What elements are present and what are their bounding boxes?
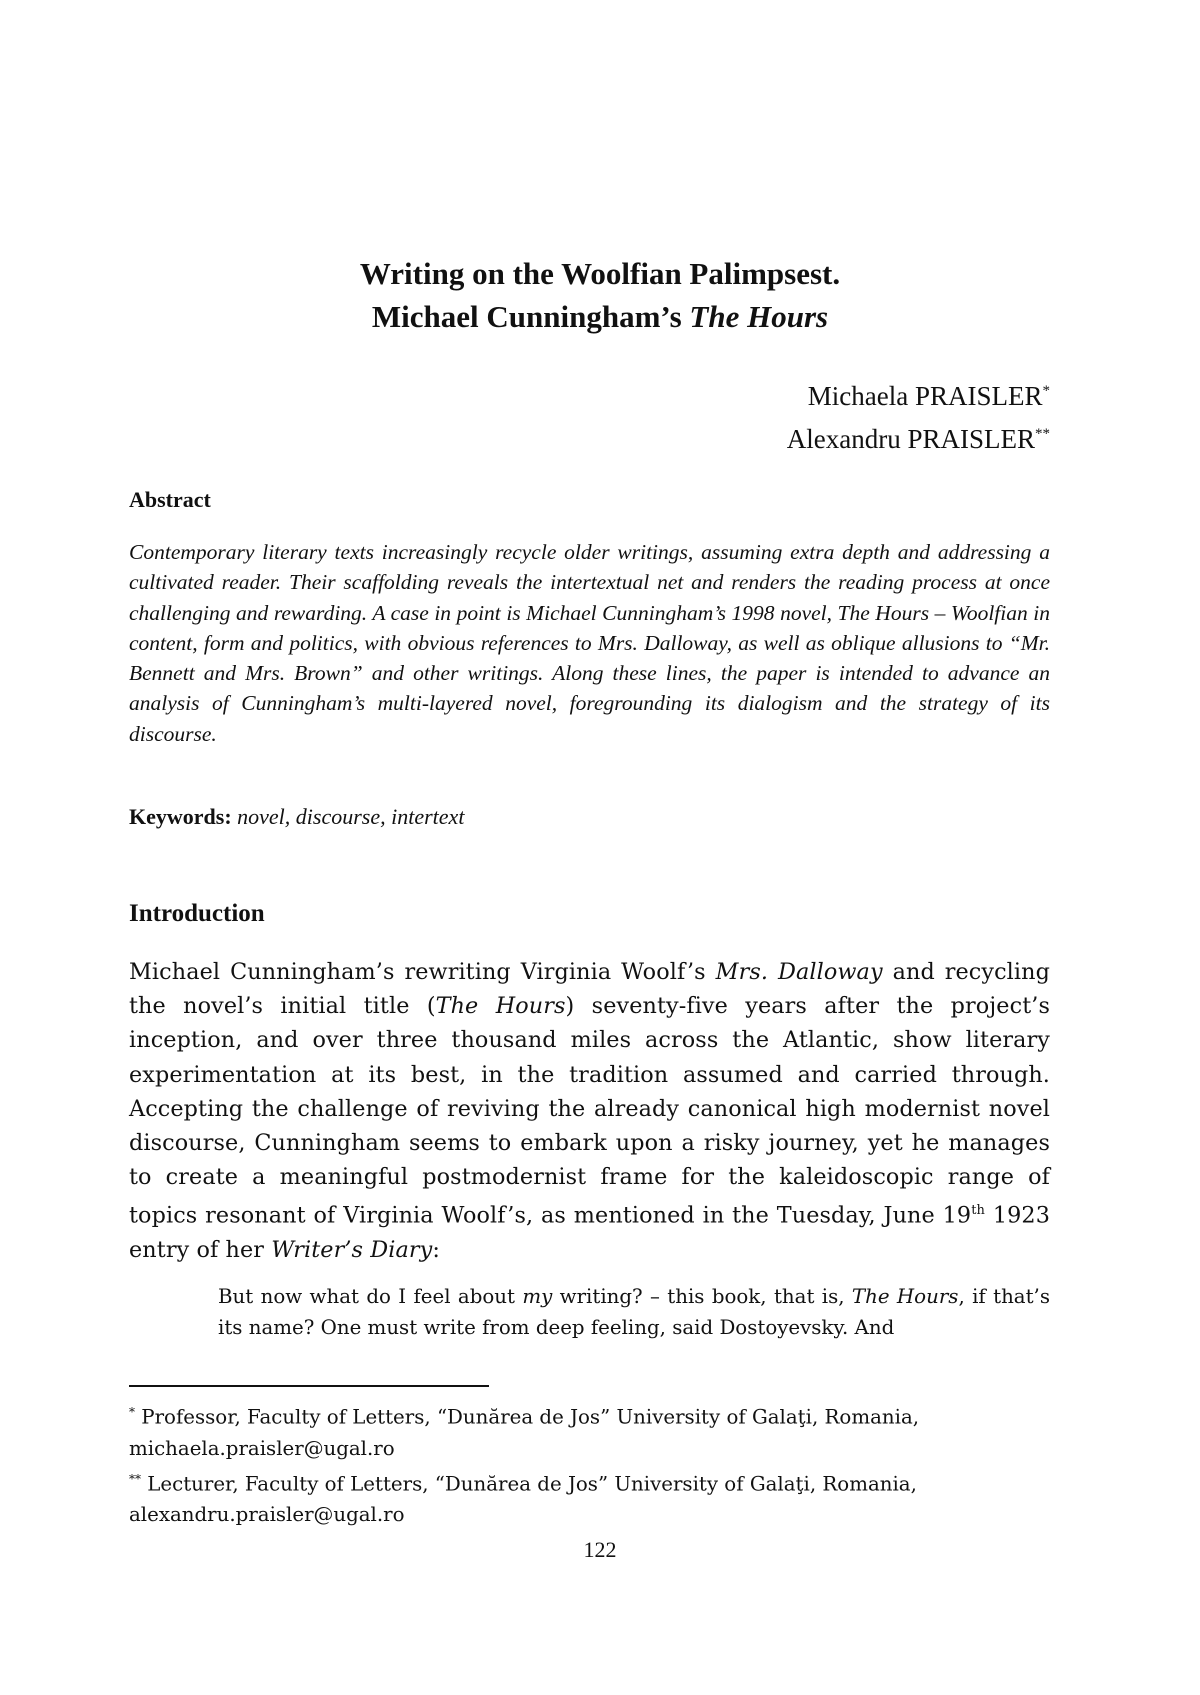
abstract-text: Contemporary literary texts increasingly recycle older writings, assuming extra depth and addressing a cultivated reader. Their scaffolding reveals the intertextual net and renders the reading process at once challenging and rewarding. A case in point is Michael Cunningham’s 1998 novel, The Hours – Woolfian in content, form and politics, with obvious references to Mrs. Dalloway, as well as oblique allusions to “Mr. Bennett and Mrs. Brown” and other writings. Along these lines, the paper is intended to advance an analysis of Cunningham’s multi-layered novel, foregrounding its dialogism and the strategy of its discourse. [129, 540, 1050, 746]
intro-text-sup: th [971, 1203, 986, 1219]
footnote-1-text: Professor, Faculty of Letters, “Dunărea de Jos” University of Galaţi, Romania, michaela.praisler@ugal.ro [129, 1405, 920, 1460]
paper-title [0, 252, 1200, 338]
author-2 [787, 415, 1050, 458]
intro-text-c: and recycling the novel’s initial title ( [129, 959, 1050, 1020]
author-2-name: Alexandru PRAISLER [786, 424, 1035, 454]
footnote-divider [129, 1385, 489, 1387]
intro-text-a: Michael Cunningham’s rewriting Virginia Woolf’s [129, 959, 716, 985]
quote-text-a: But now what do I feel about [218, 1285, 523, 1308]
author-1-name: Michaela PRAISLER [807, 381, 1043, 411]
title-line-1: Writing on the Woolfian Palimpsest. [359, 256, 841, 291]
keywords [129, 804, 464, 830]
title-line-2-prefix: Michael Cunningham’s [371, 299, 690, 334]
author-2-mark: ** [1035, 426, 1050, 442]
title-line-2-italic: The Hours [689, 299, 829, 334]
introduction-paragraph [129, 955, 1050, 1267]
keywords-value: novel, discourse, intertext [231, 804, 465, 829]
abstract-heading: Abstract [129, 487, 211, 512]
intro-text-g: Writer’s Diary [271, 1237, 433, 1264]
quote-text-c: writing? – this book, that is, [552, 1285, 852, 1308]
author-1-mark: * [1042, 383, 1050, 399]
intro-text-f: 1923 entry of her [129, 1202, 1050, 1264]
quote-text-b: my [522, 1285, 553, 1308]
intro-text-h: : [432, 1237, 440, 1264]
footnote-1-mark: * [129, 1405, 135, 1419]
quote-text-e: , if that’s its name? One must write from deep feeling, said Dostoyevsky. And [218, 1285, 1050, 1339]
intro-text-d: The Hours [435, 993, 566, 1020]
footnote-2-text: Lecturer, Faculty of Letters, “Dunărea de Jos” University of Galaţi, Romania, alexandru.praisler@ugal.ro [129, 1472, 917, 1527]
introduction-heading: Introduction [129, 900, 265, 927]
footnote-2-mark: ** [129, 1471, 141, 1486]
block-quote [218, 1281, 1050, 1343]
author-1 [787, 372, 1050, 415]
title-line-2 [0, 295, 1200, 338]
footnote-1 [129, 1397, 1050, 1464]
footnote-2 [129, 1464, 1050, 1531]
authors [787, 372, 1050, 458]
intro-text-e: ) seventy-five years after the project’s inception, and over three thousand miles across the Atlantic, show literary experimentation at its best, in the tradition assumed and carried through. Accepting the challenge of reviving the already canonical high modernist novel discourse, Cunningham seems to embark upon a risky journey, yet he manages to create a meaningful postmodernist frame for the kaleidoscopic range of topics resonant of Virginia Woolf’s, as mentioned in the Tuesday, June 19 [129, 993, 1050, 1229]
keywords-label: Keywords: [129, 804, 232, 829]
intro-text-b: Mrs. Dalloway [715, 959, 883, 985]
quote-text-d: The Hours [851, 1285, 959, 1308]
page-number: 122 [583, 1537, 617, 1562]
footnotes [129, 1397, 1050, 1530]
